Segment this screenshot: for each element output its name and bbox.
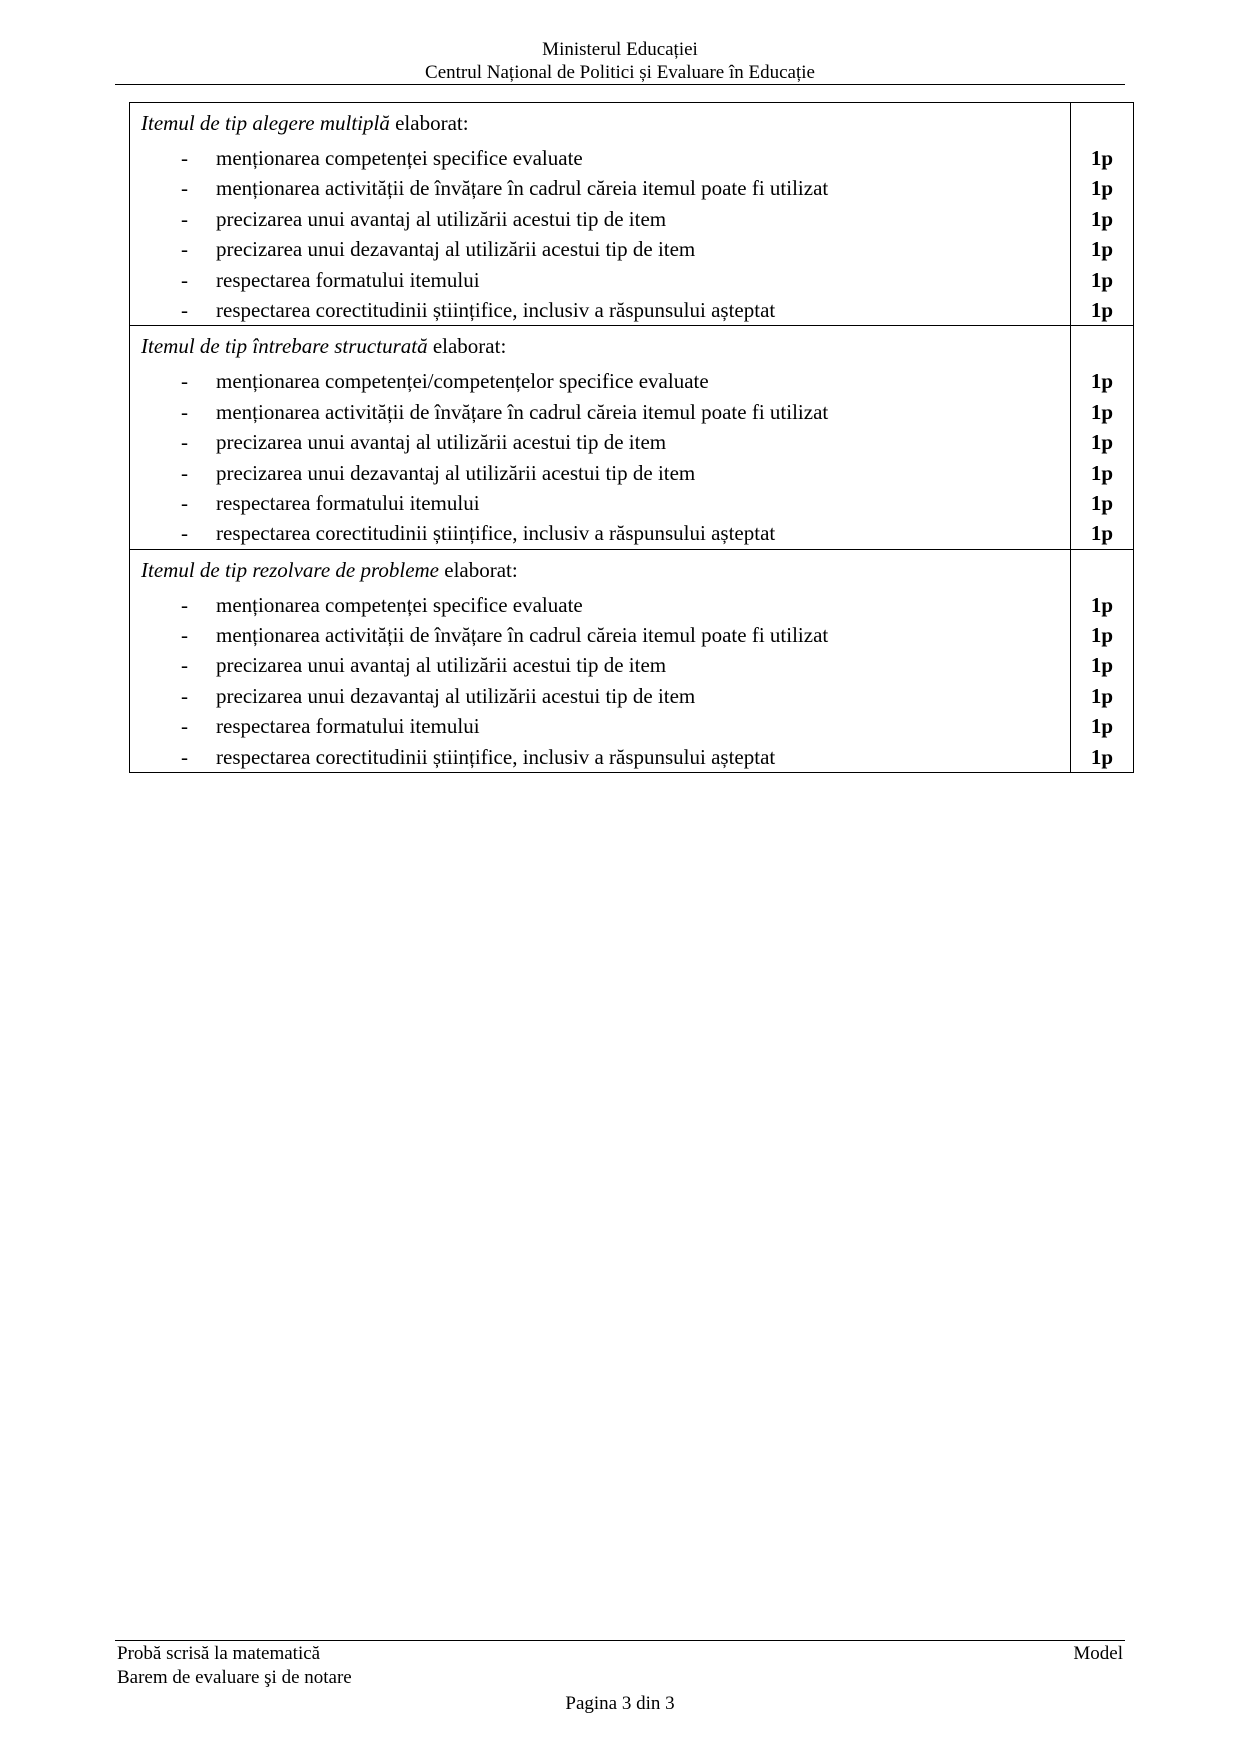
criterion-text: precizarea unui avantaj al utilizării acestui tip de item bbox=[216, 653, 667, 678]
points-cell bbox=[1071, 326, 1134, 549]
footer-divider bbox=[115, 1640, 1125, 1641]
section-title bbox=[130, 326, 1070, 366]
criterion-row bbox=[130, 681, 1070, 711]
criterion-text: respectarea formatului itemului bbox=[216, 490, 480, 515]
section-title-italic: Itemul de tip alegere multiplă bbox=[141, 111, 390, 135]
criterion-row bbox=[130, 397, 1070, 427]
header-center: Centrul Național de Politici și Evaluare în Educație bbox=[425, 62, 815, 83]
criterion-dash: - bbox=[181, 490, 188, 515]
criteria-cell bbox=[130, 326, 1071, 549]
criterion-row bbox=[130, 204, 1070, 234]
criterion-row bbox=[130, 518, 1070, 548]
points-value: 1p bbox=[1090, 176, 1114, 201]
section-title bbox=[130, 103, 1070, 143]
criterion-text: precizarea unui avantaj al utilizării acestui tip de item bbox=[216, 206, 667, 231]
scoring-table bbox=[129, 102, 1134, 773]
criterion-row bbox=[130, 711, 1070, 741]
criterion-text: precizarea unui dezavantaj al utilizării acestui tip de item bbox=[216, 683, 696, 708]
section-title-suffix: elaborat: bbox=[439, 557, 518, 582]
criteria-cell bbox=[130, 103, 1071, 326]
points-spacer bbox=[1071, 550, 1133, 590]
criteria-cell bbox=[130, 549, 1071, 772]
criterion-text: respectarea corectitudinii științifice, inclusiv a răspunsului așteptat bbox=[216, 744, 776, 769]
criterion-dash: - bbox=[181, 176, 188, 201]
points-value: 1p bbox=[1090, 430, 1114, 455]
points-value: 1p bbox=[1090, 146, 1114, 170]
criterion-text: menționarea competenței specifice evaluate bbox=[216, 592, 583, 617]
criterion-dash: - bbox=[181, 267, 188, 292]
criterion-row bbox=[130, 265, 1070, 295]
criterion-row bbox=[130, 234, 1070, 264]
points-value: 1p bbox=[1090, 653, 1114, 678]
page-header bbox=[115, 38, 1125, 84]
criterion-text: menționarea activității de învățare în cadrul căreia itemul poate fi utilizat bbox=[216, 176, 829, 201]
points-value: 1p bbox=[1090, 297, 1114, 322]
points-value: 1p bbox=[1090, 206, 1114, 231]
section-title-italic: Itemul de tip întrebare structurată bbox=[141, 334, 428, 359]
criterion-dash: - bbox=[181, 206, 188, 231]
points-value: 1p bbox=[1090, 592, 1114, 617]
points-value: 1p bbox=[1090, 237, 1114, 262]
criterion-row bbox=[130, 143, 1070, 173]
criterion-text: respectarea formatului itemului bbox=[216, 267, 480, 292]
criterion-text: respectarea corectitudinii științifice, inclusiv a răspunsului așteptat bbox=[216, 297, 776, 322]
points-value: 1p bbox=[1090, 683, 1114, 708]
criterion-dash: - bbox=[181, 744, 188, 769]
criterion-dash: - bbox=[181, 460, 188, 485]
section-title-suffix: elaborat: bbox=[427, 334, 507, 359]
criterion-text: precizarea unui dezavantaj al utilizării acestui tip de item bbox=[216, 237, 696, 262]
points-spacer bbox=[1071, 103, 1133, 143]
criterion-dash: - bbox=[181, 683, 188, 708]
points-cell bbox=[1071, 103, 1134, 326]
footer-left bbox=[117, 1642, 352, 1690]
section-row bbox=[130, 326, 1134, 549]
criterion-text: precizarea unui avantaj al utilizării acestui tip de item bbox=[216, 430, 667, 455]
criterion-dash: - bbox=[181, 146, 188, 170]
section-title-italic: Itemul de tip rezolvare de probleme bbox=[141, 557, 439, 582]
criterion-text: respectarea formatului itemului bbox=[216, 714, 480, 739]
page-number: Pagina 3 din 3 bbox=[565, 1693, 675, 1714]
footer-model-label: Model bbox=[1073, 1643, 1123, 1664]
criterion-text: menționarea competenței specifice evaluate bbox=[216, 146, 583, 170]
criterion-row bbox=[130, 458, 1070, 488]
criterion-text: menționarea activității de învățare în cadrul căreia itemul poate fi utilizat bbox=[216, 623, 829, 648]
footer-exam-name: Probă scrisă la matematică bbox=[117, 1643, 321, 1664]
criterion-dash: - bbox=[181, 592, 188, 617]
criterion-dash: - bbox=[181, 297, 188, 322]
criterion-text: precizarea unui dezavantaj al utilizării acestui tip de item bbox=[216, 460, 696, 485]
points-value: 1p bbox=[1090, 521, 1114, 546]
points-value: 1p bbox=[1090, 460, 1114, 485]
criterion-row bbox=[130, 295, 1070, 325]
criterion-dash: - bbox=[181, 714, 188, 739]
points-value: 1p bbox=[1090, 369, 1114, 394]
points-value: 1p bbox=[1090, 623, 1114, 648]
criterion-text: respectarea corectitudinii științifice, inclusiv a răspunsului așteptat bbox=[216, 521, 776, 546]
criterion-dash: - bbox=[181, 653, 188, 678]
points-value: 1p bbox=[1090, 267, 1114, 292]
header-ministry: Ministerul Educației bbox=[542, 39, 698, 60]
criterion-row bbox=[130, 590, 1070, 620]
criterion-row bbox=[130, 620, 1070, 650]
header-divider bbox=[115, 84, 1125, 85]
section-row bbox=[130, 549, 1134, 772]
section-title bbox=[130, 550, 1070, 590]
criterion-row bbox=[130, 173, 1070, 203]
criterion-dash: - bbox=[181, 369, 188, 394]
criterion-row bbox=[130, 427, 1070, 457]
criterion-text: menționarea competenței/competențelor specifice evaluate bbox=[216, 369, 709, 394]
criterion-row bbox=[130, 742, 1070, 772]
points-value: 1p bbox=[1090, 399, 1114, 424]
points-cell bbox=[1071, 549, 1134, 772]
criterion-row bbox=[130, 650, 1070, 680]
criterion-dash: - bbox=[181, 430, 188, 455]
section-row bbox=[130, 103, 1134, 326]
criterion-dash: - bbox=[181, 237, 188, 262]
points-value: 1p bbox=[1090, 490, 1114, 515]
criterion-dash: - bbox=[181, 399, 188, 424]
points-spacer bbox=[1071, 326, 1133, 366]
criterion-text: menționarea activității de învățare în cadrul căreia itemul poate fi utilizat bbox=[216, 399, 829, 424]
criterion-row bbox=[130, 488, 1070, 518]
section-title-suffix: elaborat: bbox=[389, 111, 469, 135]
criterion-dash: - bbox=[181, 521, 188, 546]
points-value: 1p bbox=[1090, 714, 1114, 739]
criterion-dash: - bbox=[181, 623, 188, 648]
footer-barem-label: Barem de evaluare şi de notare bbox=[117, 1667, 352, 1688]
points-value: 1p bbox=[1090, 744, 1114, 769]
criterion-row bbox=[130, 366, 1070, 396]
